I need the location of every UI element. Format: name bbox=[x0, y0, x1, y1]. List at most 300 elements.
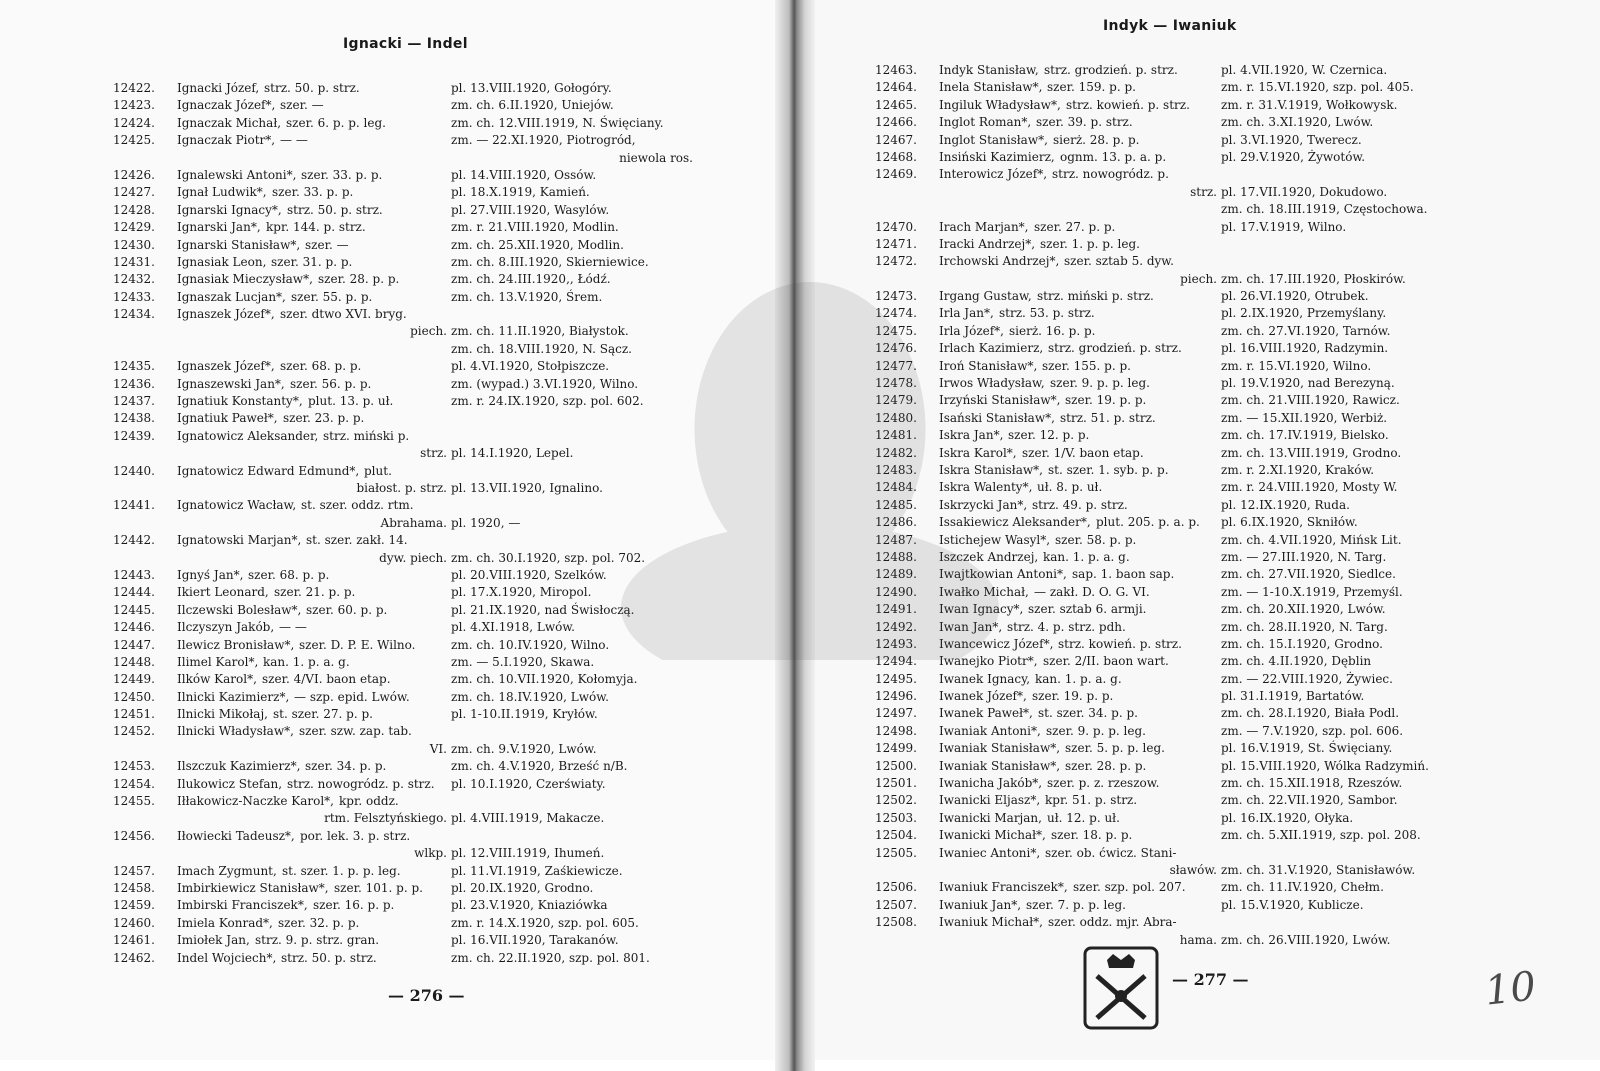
entry-unit: szer. 28. p. p. bbox=[318, 272, 400, 287]
entry-unit: szer. 56. p. p. bbox=[290, 376, 372, 391]
entry-name: Isański Stanisław*, bbox=[939, 410, 1055, 425]
entry-unit: szer. 23. p. p. bbox=[283, 411, 365, 426]
entry-number: 12507. bbox=[875, 897, 917, 912]
entry-fate: pl. 4.VII.1920, W. Czernica. bbox=[1221, 63, 1388, 77]
entry-fate-continued: zm. ch. 31.V.1920, Stanisławów. bbox=[1221, 862, 1416, 877]
entry-fate: zm. ch. 4.V.1920, Brześć n/B. bbox=[451, 759, 628, 774]
entry-unit: szer. 1/V. baon etap. bbox=[1022, 445, 1144, 460]
entry-unit: kpr. 51. p. strz. bbox=[1045, 793, 1138, 808]
entry-row bbox=[875, 236, 1495, 253]
entry-fate: zm. ch. 21.VIII.1920, Rawicz. bbox=[1221, 393, 1400, 408]
entry-unit: szer. 34. p. p. bbox=[305, 759, 387, 774]
entry-row bbox=[113, 463, 733, 480]
entry-unit: strz. grodzień. p. strz. bbox=[1048, 341, 1182, 356]
entry-number: 12500. bbox=[875, 758, 917, 773]
entry-name: Ilczewski Bolesław*, bbox=[177, 602, 302, 617]
entry-number: 12466. bbox=[875, 115, 917, 130]
entry-number: 12505. bbox=[875, 845, 917, 860]
entry-name: Imiołek Jan, bbox=[177, 933, 250, 948]
entry-row bbox=[875, 688, 1495, 705]
entry-row bbox=[875, 445, 1495, 462]
entry-row bbox=[113, 863, 733, 880]
entry-unit: strz. kowień. p. strz. bbox=[1066, 97, 1190, 112]
entry-unit: — — bbox=[279, 620, 307, 635]
entry-number: 12495. bbox=[875, 671, 917, 686]
entry-continuation bbox=[113, 845, 733, 862]
entry-unit: st. szer. 1. syb. p. p. bbox=[1048, 462, 1169, 477]
entry-fate: zm. r. 14.X.1920, szp. pol. 605. bbox=[451, 915, 639, 930]
entry-name: Ignatowicz Wacław, bbox=[177, 498, 297, 513]
entry-fate-continued: pl. 12.VIII.1919, Ihumeń. bbox=[451, 846, 605, 861]
entry-row bbox=[113, 950, 733, 967]
entry-name: Ilukowicz Stefan, bbox=[177, 776, 283, 791]
entry-unit: strz. 49. p. strz. bbox=[1032, 497, 1128, 512]
entry-row bbox=[875, 462, 1495, 479]
entry-row bbox=[113, 410, 733, 427]
entry-fate-continued: pl. 14.I.1920, Lepel. bbox=[451, 446, 574, 461]
entry-row bbox=[113, 289, 733, 306]
entry-number: 12481. bbox=[875, 428, 917, 443]
entry-fate-continued: zm. ch. 26.VIII.1920, Lwów. bbox=[1221, 932, 1391, 947]
entry-number: 12427. bbox=[113, 185, 155, 200]
right-page bbox=[800, 0, 1600, 1060]
entry-row bbox=[875, 97, 1495, 114]
entry-name: Iwanicki Eljasz*, bbox=[939, 793, 1041, 808]
entry-continuation bbox=[113, 480, 733, 497]
entry-row bbox=[875, 166, 1495, 183]
entry-fate: pl. 2.IX.1920, Przemyślany. bbox=[1221, 306, 1387, 321]
entry-name: Istichejew Wasyl*, bbox=[939, 532, 1051, 547]
entry-unit: szer. — bbox=[280, 98, 324, 113]
entry-unit: szer. 31. p. p. bbox=[271, 254, 353, 269]
entry-unit-continued: białost. p. strz. bbox=[356, 480, 447, 495]
right-page-number: — 277 — bbox=[1172, 970, 1249, 989]
entry-unit: szer. — bbox=[305, 237, 349, 252]
entry-name: Ignaszak Lucjan*, bbox=[177, 289, 286, 304]
entry-unit: szer. 27. p. p. bbox=[1034, 219, 1116, 234]
entry-unit: — zakł. D. O. G. VI. bbox=[1034, 584, 1150, 599]
entry-name: Iwan Jan*, bbox=[939, 619, 1003, 634]
entry-name: Ignał Ludwik*, bbox=[177, 185, 267, 200]
entry-unit: szer. 155. p. p. bbox=[1042, 358, 1131, 373]
entry-fate: zm. — 7.V.1920, szp. pol. 606. bbox=[1221, 723, 1404, 738]
entry-fate-continued: niewola ros. bbox=[619, 150, 693, 165]
entry-unit-continued: piech. bbox=[410, 324, 447, 339]
entry-unit-continued: wlkp. bbox=[414, 846, 447, 861]
entry-fate: pl. 6.IX.1920, Skniłów. bbox=[1221, 515, 1358, 530]
entry-unit: szer. 68. p. p. bbox=[280, 359, 362, 374]
entry-number: 12450. bbox=[113, 689, 155, 704]
entry-row bbox=[113, 723, 733, 740]
entry-unit: kpr. oddz. bbox=[339, 794, 399, 809]
entry-fate: pl. 31.I.1919, Bartatów. bbox=[1221, 689, 1365, 704]
entry-number: 12461. bbox=[113, 933, 155, 948]
entry-unit: szer. 159. p. p. bbox=[1047, 80, 1136, 95]
entry-fate: zm. ch. 15.I.1920, Grodno. bbox=[1221, 636, 1383, 651]
entry-row bbox=[875, 671, 1495, 688]
entry-unit: strz. 53. p. strz. bbox=[999, 306, 1095, 321]
entry-row bbox=[875, 775, 1495, 792]
library-stamp-emblem bbox=[1083, 946, 1159, 1030]
entry-continuation bbox=[875, 932, 1495, 949]
entry-number: 12504. bbox=[875, 828, 917, 843]
entry-number: 12484. bbox=[875, 480, 917, 495]
entry-name: Iwanek Paweł*, bbox=[939, 706, 1033, 721]
entry-name: Irwos Władysław, bbox=[939, 376, 1045, 391]
entry-name: Ignaszewski Jan*, bbox=[177, 376, 285, 391]
entry-row bbox=[113, 219, 733, 236]
entry-number: 12438. bbox=[113, 411, 155, 426]
entry-row bbox=[875, 549, 1495, 566]
entry-row bbox=[875, 601, 1495, 618]
entry-unit: st. szer. 27. p. p. bbox=[273, 707, 373, 722]
entry-fate-continued: zm. ch. 9.V.1920, Lwów. bbox=[451, 741, 597, 756]
entry-row bbox=[875, 479, 1495, 496]
entry-name: Ignatowicz Aleksander, bbox=[177, 428, 319, 443]
entry-row bbox=[113, 880, 733, 897]
entry-unit: strz. 51. p. strz. bbox=[1060, 410, 1156, 425]
entry-number: 12442. bbox=[113, 533, 155, 548]
entry-row bbox=[875, 897, 1495, 914]
entry-unit: uł. 8. p. uł. bbox=[1037, 480, 1103, 495]
entry-fate: zm. — 15.XII.1920, Werbiż. bbox=[1221, 410, 1388, 425]
entry-name: Irla Józef*, bbox=[939, 323, 1004, 338]
entry-fate: pl. 14.VIII.1920, Ossów. bbox=[451, 167, 597, 182]
entry-fate: pl. 12.IX.1920, Ruda. bbox=[1221, 497, 1350, 512]
entry-fate: pl. 13.VIII.1920, Gołogóry. bbox=[451, 81, 612, 95]
entry-number: 12488. bbox=[875, 549, 917, 564]
entry-number: 12454. bbox=[113, 776, 155, 791]
entry-continuation bbox=[875, 184, 1495, 201]
entry-number: 12426. bbox=[113, 167, 155, 182]
entry-continuation bbox=[113, 445, 733, 462]
entry-unit: strz. miński p. strz. bbox=[1037, 289, 1154, 304]
entry-row bbox=[875, 566, 1495, 583]
entry-row bbox=[875, 827, 1495, 844]
entry-name: Ilnicki Mikołaj, bbox=[177, 707, 268, 722]
entry-name: Inglot Roman*, bbox=[939, 115, 1032, 130]
entry-unit: strz. grodzień. p. strz. bbox=[1044, 63, 1178, 77]
left-page bbox=[0, 0, 790, 1060]
entry-fate: zm. — 1-10.X.1919, Przemyśl. bbox=[1221, 584, 1403, 599]
entry-fate: zm. ch. 18.VIII.1920, N. Sącz. bbox=[451, 341, 632, 356]
entry-row bbox=[113, 184, 733, 201]
entry-name: Iwancewicz Józef*, bbox=[939, 636, 1054, 651]
entry-unit: szer. sztab 6. armji. bbox=[1028, 602, 1147, 617]
entry-unit: st. szer. zakł. 14. bbox=[306, 533, 408, 548]
entry-name: Ignatowicz Edward Edmund*, bbox=[177, 463, 360, 478]
entry-name: Iłłakowicz-Naczke Karol*, bbox=[177, 794, 334, 809]
entry-name: Iskra Jan*, bbox=[939, 428, 1004, 443]
entry-name: Iwaniuk Jan*, bbox=[939, 897, 1022, 912]
entry-fate: zm. — 5.I.1920, Skawa. bbox=[451, 654, 595, 669]
entry-fate-continued: pl. 13.VII.1920, Ignalino. bbox=[451, 480, 603, 495]
entry-unit: plut. bbox=[364, 463, 392, 478]
entry-unit: szer. 19. p. p. bbox=[1065, 393, 1147, 408]
entry-number: 12443. bbox=[113, 567, 155, 582]
entry-row bbox=[113, 776, 733, 793]
entry-unit-continued: strz. bbox=[1190, 184, 1217, 199]
entry-fate: pl. 21.IX.1920, nad Świsłoczą. bbox=[451, 602, 635, 617]
entry-name: Iłowiecki Tadeusz*, bbox=[177, 828, 295, 843]
entry-fate: zm. (wypad.) 3.VI.1920, Wilno. bbox=[451, 376, 639, 391]
entry-name: Interowicz Józef*, bbox=[939, 167, 1048, 182]
entry-fate: zm. r. 31.V.1919, Wołkowysk. bbox=[1221, 97, 1398, 112]
entry-row bbox=[113, 271, 733, 288]
entry-unit: strz. 4. p. strz. pdh. bbox=[1007, 619, 1126, 634]
entry-name: Iwanek Józef*, bbox=[939, 689, 1027, 704]
entry-name: Ikiert Leonard, bbox=[177, 585, 269, 600]
entry-fate: pl. 19.V.1920, nad Berezyną. bbox=[1221, 376, 1395, 391]
entry-row bbox=[113, 306, 733, 323]
entry-fate: pl. 16.V.1919, St. Święciany. bbox=[1221, 741, 1393, 756]
entry-row bbox=[875, 340, 1495, 357]
entry-name: Ignatiuk Paweł*, bbox=[177, 411, 278, 426]
entry-fate: zm. r. 21.VIII.1920, Modlin. bbox=[451, 220, 619, 235]
entry-fate: zm. ch. 10.IV.1920, Wilno. bbox=[451, 637, 610, 652]
entry-row bbox=[113, 254, 733, 271]
entry-unit: szer. 68. p. p. bbox=[248, 567, 330, 582]
entry-continuation bbox=[113, 810, 733, 827]
entry-fate: zm. r. 24.IX.1920, szp. pol. 602. bbox=[451, 394, 644, 409]
entry-number: 12473. bbox=[875, 289, 917, 304]
entry-name: Imbirkiewicz Stanisław*, bbox=[177, 880, 329, 895]
entry-unit: plut. 13. p. uł. bbox=[308, 394, 394, 409]
entry-row bbox=[113, 828, 733, 845]
entry-number: 12472. bbox=[875, 254, 917, 269]
entry-fate: zm. r. 15.VI.1920, szp. pol. 405. bbox=[1221, 80, 1414, 95]
entry-row bbox=[113, 584, 733, 601]
entry-number: 12503. bbox=[875, 810, 917, 825]
entry-unit-continued: Abrahama. bbox=[380, 515, 447, 530]
entry-fate-continued: pl. 1920, — bbox=[451, 515, 521, 530]
entry-fate: pl. 16.IX.1920, Ołyka. bbox=[1221, 810, 1354, 825]
entry-unit: strz. 50. p. strz. bbox=[264, 81, 360, 95]
entry-row bbox=[113, 237, 733, 254]
entry-number: 12467. bbox=[875, 132, 917, 147]
entry-row bbox=[113, 671, 733, 688]
entry-number: 12437. bbox=[113, 394, 155, 409]
entry-name: Ilnicki Władysław*, bbox=[177, 724, 294, 739]
entry-name: Insiński Kazimierz, bbox=[939, 149, 1055, 164]
entry-name: Ilków Karol*, bbox=[177, 672, 257, 687]
entry-unit: szer. 7. p. p. leg. bbox=[1026, 897, 1126, 912]
entry-unit: — szp. epid. Lwów. bbox=[294, 689, 410, 704]
right-page-header: Indyk — Iwaniuk bbox=[1103, 18, 1237, 34]
entry-number: 12478. bbox=[875, 376, 917, 391]
entry-number: 12455. bbox=[113, 794, 155, 809]
entry-name: Ignaczak Michał, bbox=[177, 115, 282, 130]
entry-row bbox=[875, 288, 1495, 305]
entry-name: Irgang Gustaw, bbox=[939, 289, 1032, 304]
entry-fate: pl. 20.VIII.1920, Szelków. bbox=[451, 567, 607, 582]
entry-unit-continued: VI. bbox=[429, 741, 447, 756]
entry-name: Iwaniuk Franciszek*, bbox=[939, 880, 1068, 895]
entry-number: 12424. bbox=[113, 115, 155, 130]
entry-unit: por. lek. 3. p. strz. bbox=[300, 828, 411, 843]
entry-name: Irla Jan*, bbox=[939, 306, 994, 321]
entry-number: 12440. bbox=[113, 463, 155, 478]
entry-unit-continued: rtm. Felsztyńskiego. bbox=[324, 811, 447, 826]
entry-fate: zm. ch. 28.I.1920, Biała Podl. bbox=[1221, 706, 1400, 721]
entry-name: Ignarski Jan*, bbox=[177, 220, 261, 235]
entry-fate: pl. 4.XI.1918, Lwów. bbox=[451, 620, 575, 635]
entry-name: Iwałko Michał, bbox=[939, 584, 1029, 599]
entry-row bbox=[113, 567, 733, 584]
entry-row bbox=[113, 793, 733, 810]
entry-number: 12498. bbox=[875, 723, 917, 738]
entry-name: Ilczyszyn Jakób, bbox=[177, 620, 275, 635]
entry-row bbox=[875, 497, 1495, 514]
entry-name: Iskra Karol*, bbox=[939, 445, 1017, 460]
entry-unit: szer. 16. p. p. bbox=[313, 898, 395, 913]
right-entry-list bbox=[875, 62, 1495, 949]
entry-number: 12423. bbox=[113, 98, 155, 113]
entry-row bbox=[875, 114, 1495, 131]
entry-unit-continued: strz. bbox=[420, 446, 447, 461]
entry-fate: zm. ch. 6.II.1920, Uniejów. bbox=[451, 98, 614, 113]
entry-continuation bbox=[875, 271, 1495, 288]
entry-number: 12429. bbox=[113, 220, 155, 235]
entry-name: Ignatiuk Konstanty*, bbox=[177, 394, 303, 409]
entry-fate: zm. — 27.III.1920, N. Targ. bbox=[1221, 549, 1387, 564]
entry-row bbox=[875, 619, 1495, 636]
entry-name: Imiela Konrad*, bbox=[177, 915, 273, 930]
entry-fate: zm. ch. 27.VI.1920, Tarnów. bbox=[1221, 323, 1391, 338]
entry-unit: szer. 4/VI. baon etap. bbox=[262, 672, 391, 687]
entry-unit: szer. szw. zap. tab. bbox=[299, 724, 412, 739]
entry-fate: zm. ch. 4.II.1920, Dęblin bbox=[1221, 654, 1372, 669]
entry-unit: szer. 18. p. p. bbox=[1051, 828, 1133, 843]
entry-name: Ignarski Stanisław*, bbox=[177, 237, 301, 252]
entry-name: Iskrzycki Jan*, bbox=[939, 497, 1028, 512]
entry-name: Iwanejko Piotr*, bbox=[939, 654, 1038, 669]
entry-unit: szer. oddz. mjr. Abra- bbox=[1048, 915, 1177, 930]
entry-unit: uł. 12. p. uł. bbox=[1047, 810, 1120, 825]
entry-row bbox=[875, 740, 1495, 757]
entry-unit: strz. 50. p. strz. bbox=[287, 202, 383, 217]
entry-name: Iwaniuk Michał*, bbox=[939, 915, 1043, 930]
entry-row bbox=[113, 202, 733, 219]
entry-number: 12508. bbox=[875, 915, 917, 930]
entry-fate: zm. ch. 4.VII.1920, Mińsk Lit. bbox=[1221, 532, 1402, 547]
entry-row bbox=[875, 323, 1495, 340]
entry-fate: zm. ch. 25.XII.1920, Modlin. bbox=[451, 237, 624, 252]
entry-name: Ignaczak Józef*, bbox=[177, 98, 276, 113]
entry-fate: pl. 15.VIII.1920, Wólka Radzymiń. bbox=[1221, 758, 1429, 773]
entry-name: Ignyś Jan*, bbox=[177, 567, 244, 582]
entry-row bbox=[113, 619, 733, 636]
entry-number: 12435. bbox=[113, 359, 155, 374]
entry-name: Iwaniec Antoni*, bbox=[939, 845, 1041, 860]
entry-fate: zm. ch. 3.XI.1920, Lwów. bbox=[1221, 115, 1374, 130]
entry-number: 12445. bbox=[113, 602, 155, 617]
entry-number: 12499. bbox=[875, 741, 917, 756]
entry-number: 12480. bbox=[875, 410, 917, 425]
entry-number: 12496. bbox=[875, 689, 917, 704]
entry-row bbox=[875, 219, 1495, 236]
entry-fate: zm. ch. 11.IV.1920, Chełm. bbox=[1221, 880, 1384, 895]
entry-number: 12444. bbox=[113, 585, 155, 600]
entry-number: 12491. bbox=[875, 602, 917, 617]
entry-number: 12506. bbox=[875, 880, 917, 895]
entry-number: 12428. bbox=[113, 202, 155, 217]
entry-number: 12446. bbox=[113, 620, 155, 635]
entry-number: 12493. bbox=[875, 636, 917, 651]
entry-unit: kpr. 144. p. strz. bbox=[266, 220, 366, 235]
entry-row bbox=[875, 532, 1495, 549]
entry-row bbox=[113, 393, 733, 410]
entry-unit: kan. 1. p. a. g. bbox=[1035, 671, 1122, 686]
entry-fate: pl. 15.V.1920, Kublicze. bbox=[1221, 897, 1364, 912]
entry-row bbox=[875, 914, 1495, 931]
entry-number: 12422. bbox=[113, 81, 155, 95]
entry-name: Ilewicz Bronisław*, bbox=[177, 637, 295, 652]
entry-row bbox=[113, 497, 733, 514]
entry-unit: strz. nowogródz. p. bbox=[1052, 167, 1169, 182]
entry-number: 12451. bbox=[113, 707, 155, 722]
entry-name: Ignasiak Leon, bbox=[177, 254, 267, 269]
entry-name: Iroń Stanisław*, bbox=[939, 358, 1038, 373]
entry-row bbox=[875, 705, 1495, 722]
entry-unit-continued: hama. bbox=[1179, 932, 1217, 947]
entry-unit: szer. szp. pol. 207. bbox=[1073, 880, 1186, 895]
entry-unit: kan. 1. p. a. g. bbox=[263, 654, 350, 669]
entry-name: Ignarski Ignacy*, bbox=[177, 202, 282, 217]
entry-number: 12425. bbox=[113, 133, 155, 148]
entry-row bbox=[113, 376, 733, 393]
entry-unit: szer. 33. p. p. bbox=[301, 167, 383, 182]
entry-number: 12469. bbox=[875, 167, 917, 182]
entry-fate: zm. ch. 20.XII.1920, Lwów. bbox=[1221, 602, 1386, 617]
entry-row bbox=[113, 115, 733, 132]
entry-name: Iskra Walenty*, bbox=[939, 480, 1033, 495]
left-page-header: Ignacki — Indel bbox=[343, 36, 468, 52]
entry-fate: zm. r. 15.VI.1920, Wilno. bbox=[1221, 358, 1372, 373]
entry-row bbox=[113, 532, 733, 549]
entry-fate-continued: zm. ch. 11.II.1920, Białystok. bbox=[451, 324, 629, 339]
entry-name: Ilszczuk Kazimierz*, bbox=[177, 759, 301, 774]
entry-number: 12452. bbox=[113, 724, 155, 739]
entry-name: Iwaniak Stanisław*, bbox=[939, 741, 1061, 756]
entry-unit: — — bbox=[280, 133, 308, 148]
entry-row bbox=[113, 132, 733, 149]
entry-row bbox=[875, 253, 1495, 270]
entry-unit: strz. nowogródz. p. strz. bbox=[287, 776, 435, 791]
entry-number: 12479. bbox=[875, 393, 917, 408]
entry-name: Iwan Ignacy*, bbox=[939, 602, 1024, 617]
entry-unit: szer. 32. p. p. bbox=[278, 915, 360, 930]
entry-number: 12465. bbox=[875, 97, 917, 112]
entry-number: 12476. bbox=[875, 341, 917, 356]
entry-number: 12459. bbox=[113, 898, 155, 913]
entry-unit: kan. 1. p. a. g. bbox=[1043, 549, 1130, 564]
entry-number: 12494. bbox=[875, 654, 917, 669]
entry-fate: zm. — 22.VIII.1920, Żywiec. bbox=[1221, 671, 1393, 686]
entry-row bbox=[113, 706, 733, 723]
entry-fate: zm. r. 24.VIII.1920, Mosty W. bbox=[1221, 480, 1398, 495]
entry-name: Iwanicki Marjan, bbox=[939, 810, 1042, 825]
entry-unit: szer. 12. p. p. bbox=[1008, 428, 1090, 443]
entry-number: 12487. bbox=[875, 532, 917, 547]
entry-number: 12434. bbox=[113, 307, 155, 322]
entry-fate: pl. 26.VI.1920, Otrubek. bbox=[1221, 289, 1369, 304]
entry-name: Irlach Kazimierz, bbox=[939, 341, 1044, 356]
entry-unit-continued: piech. bbox=[1180, 271, 1217, 286]
entry-fate: zm. r. 2.XI.1920, Kraków. bbox=[1221, 462, 1375, 477]
entry-fate: zm. — 22.XI.1920, Piotrogród, bbox=[451, 133, 636, 148]
entry-unit: szer. dtwo XVI. bryg. bbox=[280, 307, 407, 322]
